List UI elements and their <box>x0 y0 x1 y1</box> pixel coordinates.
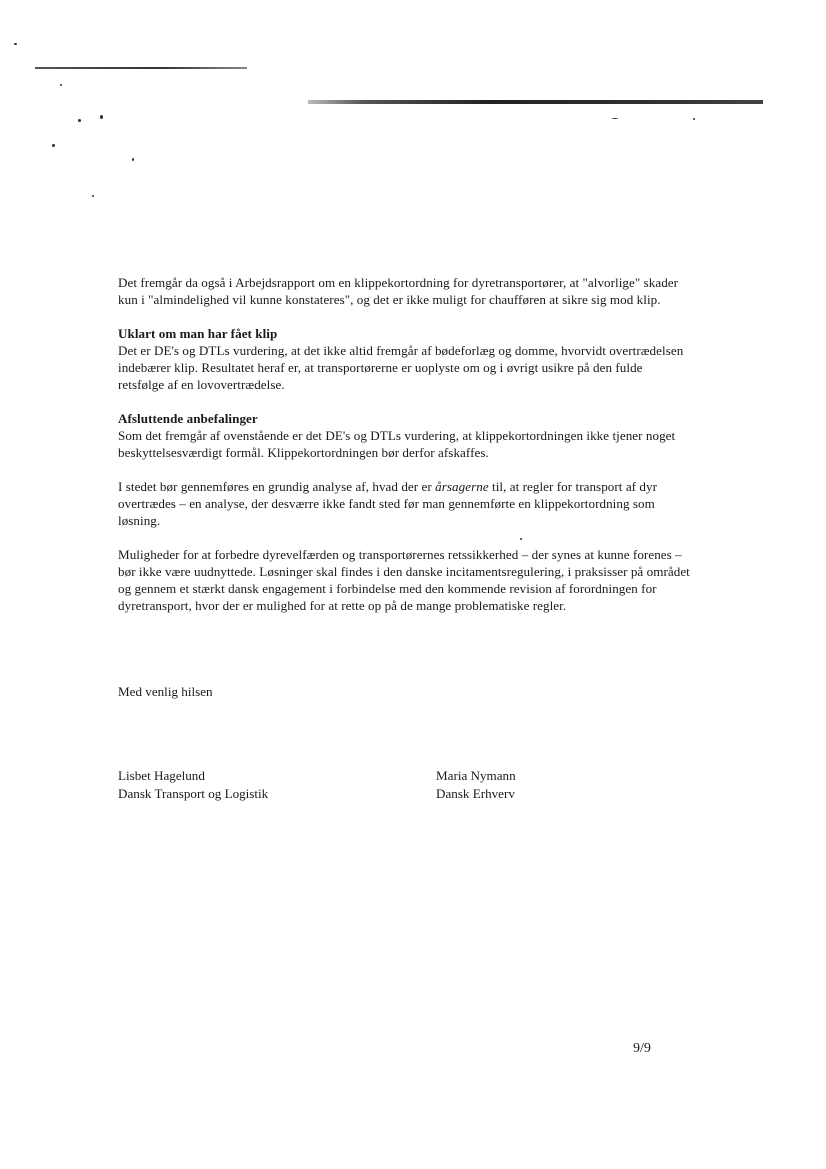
scan-artifact-line <box>35 67 247 69</box>
paragraph-intro: Det fremgår da også i Arbejdsrapport om en klippekortordning for dyretransportører, at "alvorlige" skader kun i "almindelighed vil kunne konstateres", og det er ikke muligt for chaufføren at sikre sig mod klip. <box>118 275 679 307</box>
closing-greeting: Med venlig hilsen <box>118 684 213 699</box>
scan-speck <box>52 144 55 147</box>
paragraph-analysis <box>118 478 690 529</box>
paragraph-possibilities: Muligheder for at forbedre dyrevelfærden og transportørernes retssikkerhed – der synes at kunne forenes – bør ikke være uudnyttede. Løsninger skal findes i den danske incitamentsregulering, i praksisser på området og gennem et stærkt dansk engagement i forbindelse med den kommende revision af forordningen for dyretransport, hvor der er mulighed for at rette op på de mange problematiske regler. <box>118 547 690 613</box>
scan-artifact-line <box>308 100 763 104</box>
signature-left <box>118 767 268 803</box>
paragraph-text: til, at regler for transport af dyr overtrædes – en analyse, der desværre ikke fandt sted før man gennemførte en klippekortordning som løsning. <box>118 479 658 528</box>
section-heading: Uklart om man har fået klip <box>118 326 278 341</box>
section-unclear-clips <box>118 325 690 393</box>
section-text: Det er DE's og DTLs vurdering, at det ikke altid fremgår af bødeforlæg og domme, hvorvidt overtrædelsen indebærer klip. Resultatet heraf er, at transportørerne er uoplyste om og i øvrigt usikre på den fulde retsfølge af en lovovertrædelse. <box>118 343 684 392</box>
signatory-name: Maria Nymann <box>436 768 516 783</box>
scan-speck <box>60 84 62 86</box>
section-text: Som det fremgår af ovenstående er det DE's og DTLs vurdering, at klippekortordningen ikke tjener noget beskyttelsesværdigt formål. Klippekortordningen bør derfor afskaffes. <box>118 428 676 460</box>
emphasis-text: årsagerne <box>435 479 489 494</box>
letter-body <box>118 274 690 631</box>
scan-speck <box>612 118 618 119</box>
section-recommendations <box>118 410 690 461</box>
signature-right <box>436 767 516 803</box>
signatory-organization: Dansk Transport og Logistik <box>118 786 269 801</box>
scan-speck <box>14 43 17 45</box>
scan-speck <box>92 195 94 197</box>
scan-speck <box>78 119 81 122</box>
page-number: 9/9 <box>633 1041 651 1056</box>
scan-speck <box>693 118 695 120</box>
scan-speck <box>100 115 103 119</box>
signatory-name: Lisbet Hagelund <box>118 768 205 783</box>
signatory-organization: Dansk Erhverv <box>436 786 515 801</box>
paragraph-text: I stedet bør gennemføres en grundig analyse af, hvad der er <box>118 479 436 494</box>
section-heading: Afsluttende anbefalinger <box>118 411 258 426</box>
scan-speck <box>132 158 134 161</box>
